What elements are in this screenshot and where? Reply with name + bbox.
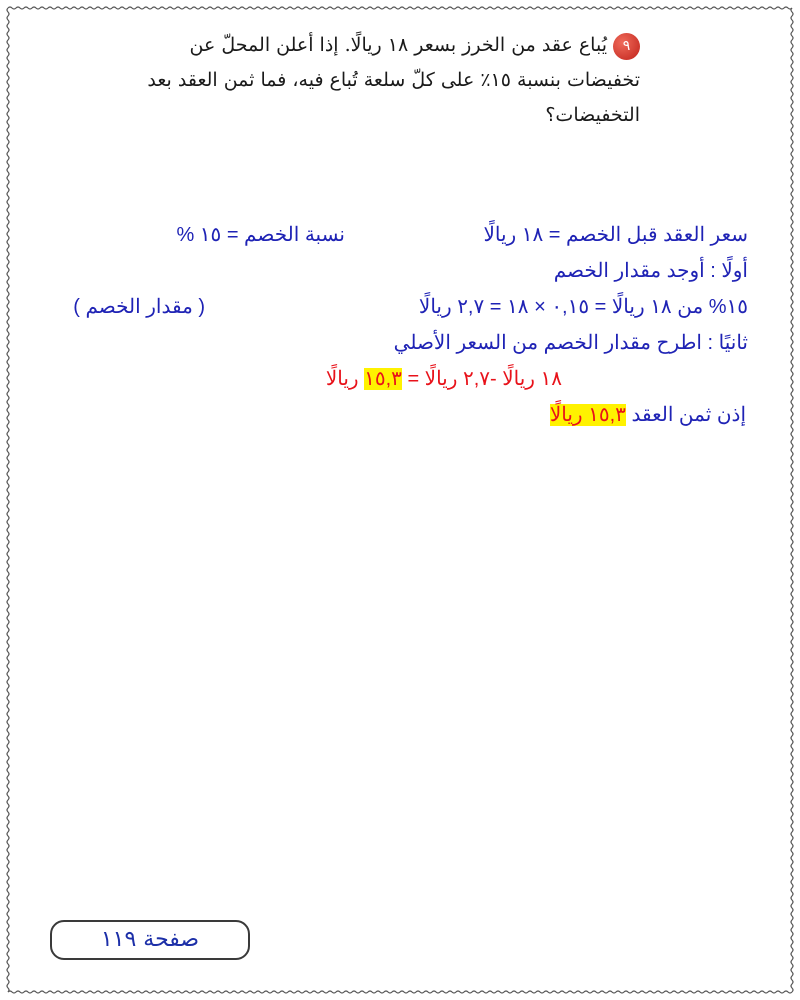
question-text: يُباع عقد من الخرز بسعر ١٨ ريالًا. إذا أعلن المحلّ عن تخفيضات بنسبة ١٥٪ على كلّ سلعة تُباع فيه، فما ثمن العقد بعد التخفيضات؟ [147,34,640,126]
step1-note: ( مقدار الخصم ) [73,296,205,318]
price-before-line: سعر العقد قبل الخصم = ١٨ ريالًا [483,224,748,246]
final-answer-line [550,401,746,429]
question-number-badge: ٩ [613,33,640,60]
step2-calculation [326,365,562,393]
page-number-box [50,920,250,960]
discount-rate-line: نسبة الخصم = ١٥ % [176,224,345,246]
page-number-label: صفحة ١١٩ [100,927,200,952]
answer-prefix: إذن ثمن العقد [625,404,746,426]
step2-title: ثانيًا : اطرح مقدار الخصم من السعر الأصلي [393,332,748,354]
step1-calculation: ١٥% من ١٨ ريالًا = ٠,١٥ × ١٨ = ٢,٧ ريالًا [418,296,748,318]
step2-unit: ريالًا [325,368,365,390]
question-block [120,28,640,133]
answer-value-highlight: ١٥,٣ ريالًا [549,404,626,426]
step1-title: أولًا : أوجد مقدار الخصم [553,260,748,282]
step2-result-highlight: ١٥,٣ [364,368,402,390]
step2-calc-prefix: ١٨ ريالًا -٢,٧ ريالًا = [401,368,562,390]
